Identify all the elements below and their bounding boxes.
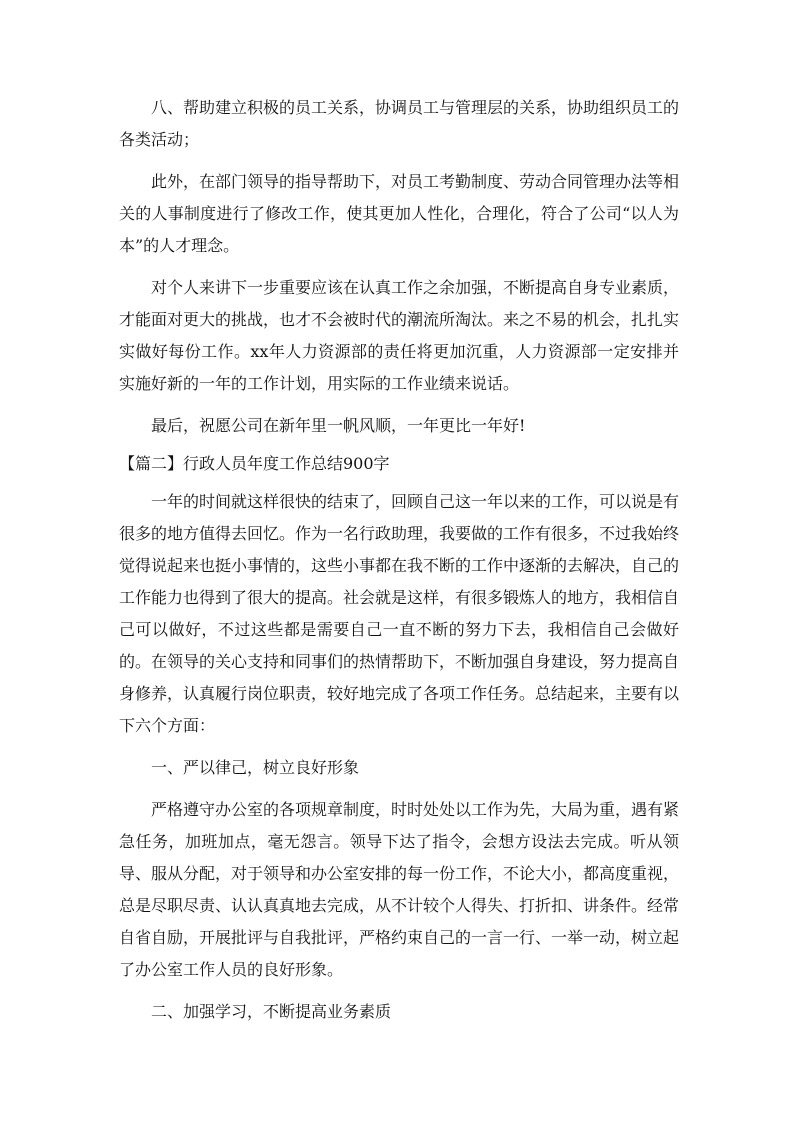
- subheading-learning: 二、加强学习，不断提高业务素质: [151, 1002, 392, 1021]
- paragraph-additionally: 此外，在部门领导的指导帮助下，对员工考勤制度、劳动合同管理办法等相关的人事制度进行了修改工作，使其更加人性化，合理化，符合了公司“以人为本”的人才理念。: [119, 172, 680, 255]
- paragraph-self-discipline: 严格遵守办公室的各项规章制度，时时处处以工作为先，大局为重，遇有紧急任务，加班加点，毫无怨言。领导下达了指令，会想方设法去完成。听从领导、服从分配，对于领导和办公室安排的每一份工作，不论大小，都高度重视，总是尽职尽责、认认真真地去完成，从不计较个人得失、打折扣、讲条件。经常自省自励，开展批评与自我批评，严格约束自己的一言一行、一举一动，树立起了办公室工作人员的良好形象。: [119, 800, 680, 979]
- paragraph-year-review: 一年的时间就这样很快的结束了，回顾自己这一年以来的工作，可以说是有很多的地方值得去回忆。作为一名行政助理，我要做的工作有很多，不过我始终觉得说起来也挺小事情的，这些小事都在我不断的工作中逐渐的去解决，自己的工作能力也得到了很大的提高。社会就是这样，有很多锻炼人的地方，我相信自己可以做好，不过这些都是需要自己一直不断的努力下去，我相信自己会做好的。在领导的关心支持和同事们的热情帮助下，不断加强自身建设，努力提高自身修养，认真履行岗位职责，较好地完成了各项工作任务。总结起来，主要有以下六个方面：: [119, 492, 680, 735]
- paragraph-item-eight: 八、帮助建立积极的员工关系，协调员工与管理层的关系，协助组织员工的各类活动；: [119, 98, 680, 149]
- subheading-self-discipline: 一、严以律己，树立良好形象: [151, 758, 360, 777]
- document-body: [119, 92, 679, 1028]
- section-heading-part-two: 【篇二】行政人员年度工作总结900字: [119, 454, 390, 473]
- paragraph-personal-plan: 对个人来讲下一步重要应该在认真工作之余加强，不断提高自身专业素质，才能面对更大的挑战，也才不会被时代的潮流所淘汰。来之不易的机会，扎扎实实做好每份工作。xx年人力资源部的责任将更加沉重，人力资源部一定安排并实施好新的一年的工作计划，用实际的工作业绩来说话。: [119, 278, 680, 393]
- paragraph-closing-wish: 最后，祝愿公司在新年里一帆风顺，一年更比一年好!: [151, 416, 526, 435]
